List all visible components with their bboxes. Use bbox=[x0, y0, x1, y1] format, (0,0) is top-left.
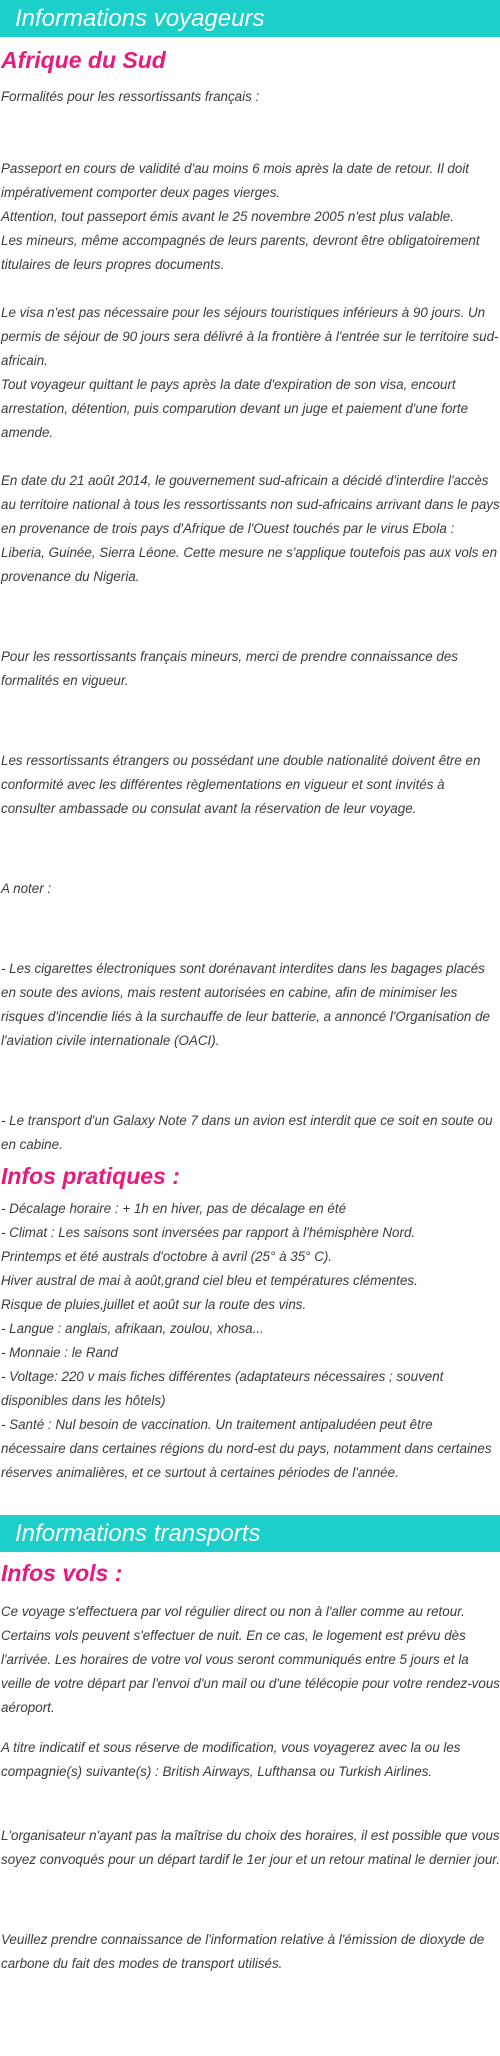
foreigners-paragraph: Les ressortissants étrangers ou possédant une double nationalité doivent être en conformité avec les différentes règlementations en vigueur et sont invités à consulter ambassade ou consulat avant la réservation de leur voyage. bbox=[1, 753, 481, 816]
note-galaxy: - Le transport d'un Galaxy Note 7 dans un avion est interdit que ce soit en soute ou en cabine. bbox=[1, 1113, 493, 1152]
country-title: Afrique du Sud bbox=[1, 47, 166, 73]
vols-paragraph: Ce voyage s'effectuera par vol régulier direct ou non à l'aller comme au retour. Certains vols peuvent s'effectuer de nuit. En ce cas, le logement est prévu dès l'arrivée. Les horaires de votre vol vous seront communiqués entre 5 jours et la veille de votre départ par l'envoi d'un mail ou d'une télécopie pour votre rendez-vous aéroport. bbox=[1, 1604, 500, 1715]
infos-vols-title: Infos vols : bbox=[1, 1560, 123, 1586]
infos-pratiques-title: Infos pratiques : bbox=[1, 1163, 180, 1189]
minors-paragraph: Pour les ressortissants français mineurs, merci de prendre connaissance des formalités en vigueur. bbox=[1, 649, 458, 688]
passport-paragraph: Passeport en cours de validité d'au moins 6 mois après la date de retour. Il doit impérativement comporter deux pages vierges. Attention, tout passeport émis avant le 25 novembre 2005 n'est plus valable. Les mineurs, même accompagnés de leurs parents, devront être obligatoirement titulaires de leurs propres documents. bbox=[1, 161, 480, 272]
ebola-paragraph: En date du 21 août 2014, le gouvernement sud-africain a décidé d'interdire l'accès au territoire national à tous les ressortissants non sud-africains arrivant dans le pays en provenance de trois pays d'Afrique de l'Ouest touchés par le virus Ebola : Liberia, Guinée, Sierra Léone. Cette mesure ne s'applique toutefois pas aux vols en provenance du Nigeria. bbox=[1, 473, 500, 584]
formalities-intro: Formalités pour les ressortissants français : bbox=[1, 89, 260, 104]
visa-paragraph: Le visa n'est pas nécessaire pour les séjours touristiques inférieurs à 90 jours. Un permis de séjour de 90 jours sera délivré à la frontière à l'entrée sur le territoire sud-africain. Tout voyageur quittant le pays après la date d'expiration de son visa, encourt arrestation, détention, puis comparution devant un juge et paiement d'une forte amende. bbox=[1, 305, 499, 440]
note-label: A noter : bbox=[1, 881, 52, 896]
section-band-transports: Informations transports bbox=[0, 1515, 500, 1552]
airlines-paragraph: A titre indicatif et sous réserve de modification, vous voyagerez avec la ou les compagnie(s) suivante(s) : British Airways, Lufthansa ou Turkish Airlines. bbox=[1, 1740, 461, 1779]
infos-pratiques-list: - Décalage horaire : + 1h en hiver, pas de décalage en été - Climat : Les saisons sont inversées par rapport à l'hémisphère Nord. Printemps et été australs d'octobre à avril (25° à 35° C). Hiver austral de mai à août,grand ciel bleu et températures clémentes. Risque de pluies,juillet et août sur la route des vins. - Langue : anglais, afrikaan, zoulou, xhosa... - Monnaie : le Rand - Voltage: 220 v mais fiches différentes (adaptateurs nécessaires ; souvent disponibles dans les hôtels) - Santé : Nul besoin de vaccination. Un traitement antipaludéen peut être nécessaire dans certaines régions du nord-est du pays, notamment dans certaines réserves animalières, et ce surtout à certaines périodes de l'année. bbox=[1, 1201, 492, 1480]
note-cigarettes: - Les cigarettes électroniques sont dorénavant interdites dans les bagages placés en soute des avions, mais restent autorisées en cabine, afin de minimiser les risques d'incendie liés à la surchauffe de leur batterie, a annoncé l'Organisation de l'aviation civile internationale (OACI). bbox=[1, 961, 490, 1048]
section-band-voyageurs: Informations voyageurs bbox=[0, 0, 500, 37]
schedule-paragraph: L'organisateur n'ayant pas la maîtrise du choix des horaires, il est possible que vous soyez convoqués pour un départ tardif le 1er jour et un retour matinal le dernier jour. bbox=[1, 1828, 500, 1867]
co2-paragraph: Veuillez prendre connaissance de l'information relative à l'émission de dioxyde de carbone du fait des modes de transport utilisés. bbox=[1, 1932, 485, 1971]
